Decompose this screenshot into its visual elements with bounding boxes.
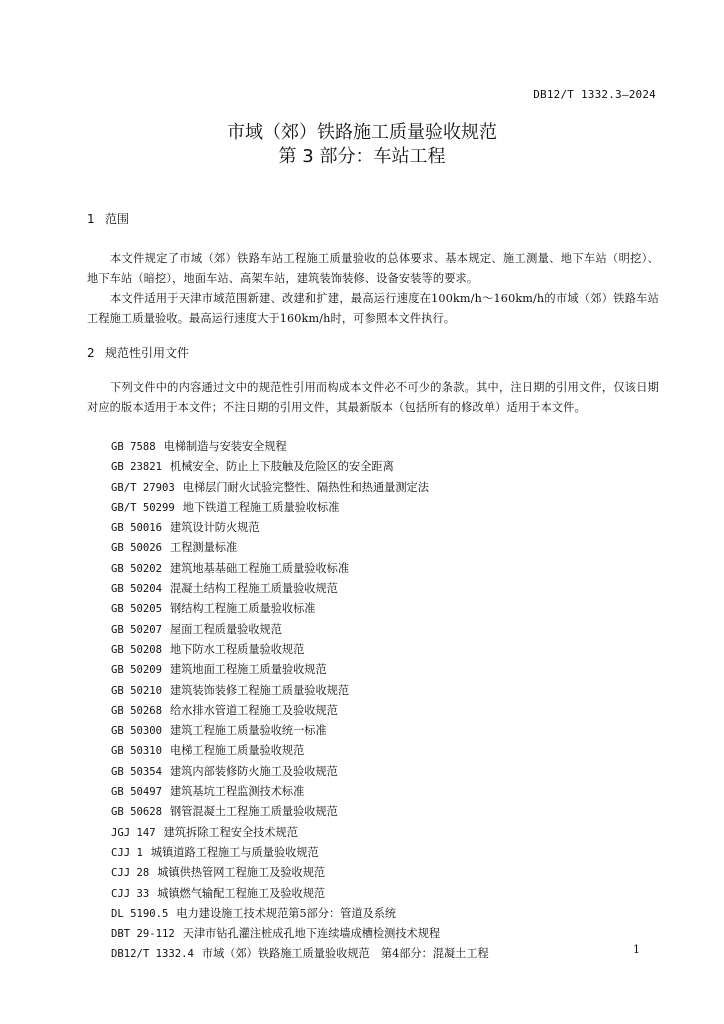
reference-code: DL 5190.5 — [111, 907, 169, 920]
reference-item — [111, 884, 489, 904]
section-number: 2 — [87, 346, 95, 360]
reference-code: GB 23821 — [111, 461, 163, 474]
reference-title: 电梯工程施工质量验收规范 — [170, 744, 305, 758]
reference-title: 城镇燃气输配工程施工及验收规范 — [157, 886, 326, 900]
reference-code: GB 50207 — [111, 623, 163, 636]
reference-title: 电力建设施工技术规范第5部分：管道及系统 — [176, 906, 397, 920]
reference-title: 工程测量标准 — [170, 541, 238, 555]
reference-title: 市域（郊）铁路施工质量验收规范 第4部分：混凝土工程 — [201, 947, 489, 961]
reference-item — [111, 741, 489, 761]
reference-code: GB 50202 — [111, 562, 163, 575]
paragraph: 本文件规定了市域（郊）铁路车站工程施工质量验收的总体要求、基本规定、施工测量、地下车站（明挖）、地下车站（暗挖），地面车站、高架车站，建筑装饰装修、设备安装等的要求。 — [87, 252, 659, 285]
reference-title: 钢结构工程施工质量验收标准 — [170, 602, 316, 616]
reference-code: CJJ 33 — [111, 887, 150, 900]
reference-title: 建筑地基基础工程施工质量验收标准 — [170, 561, 350, 575]
reference-code: GB 50354 — [111, 765, 163, 778]
reference-list — [111, 437, 489, 965]
reference-title: 屋面工程质量验收规范 — [170, 622, 282, 636]
reference-item — [111, 478, 489, 498]
reference-code: GB 50210 — [111, 684, 163, 697]
reference-title: 钢管混凝土工程施工质量验收规范 — [170, 805, 338, 819]
paragraph: 下列文件中的内容通过文中的规范性引用而构成本文件必不可少的条款。其中，注日期的引用文件，仅该日期对应的版本适用于本文件；不注日期的引用文件，其最新版本（包括所有的修改单）适用于本文件。 — [87, 381, 659, 414]
reference-item — [111, 579, 489, 599]
reference-title: 给水排水管道工程施工及验收规范 — [170, 703, 338, 717]
section-heading-normative-references — [87, 345, 189, 361]
reference-item — [111, 457, 489, 477]
reference-code: GB/T 50299 — [111, 501, 175, 514]
reference-title: 电梯层门耐火试验完整性、隔热性和热通量测定法 — [182, 480, 429, 494]
reference-code: GB 7588 — [111, 441, 156, 453]
reference-title: 建筑装饰装修工程施工质量验收规范 — [170, 683, 350, 697]
reference-item — [111, 660, 489, 680]
reference-item — [111, 518, 489, 538]
reference-item — [111, 762, 489, 782]
reference-item — [111, 944, 489, 964]
reference-item — [111, 620, 489, 640]
reference-item — [111, 559, 489, 579]
reference-code: GB 50026 — [111, 542, 163, 555]
reference-item — [111, 701, 489, 721]
document-part-title: 第 3 部分：车站工程 — [278, 146, 446, 167]
reference-code: DBT 29-112 — [111, 928, 175, 941]
page-number: 1 — [633, 943, 640, 956]
reference-title: 电梯制造与安装安全规程 — [163, 440, 287, 453]
reference-item — [111, 681, 489, 701]
reference-item — [111, 721, 489, 741]
reference-code: JGJ 147 — [111, 826, 156, 839]
reference-title: 混凝土结构工程施工质量验收规范 — [170, 582, 338, 596]
reference-code: GB 50300 — [111, 725, 163, 738]
paragraph: 本文件适用于天津市域范围新建、改建和扩建，最高运行速度在100km/h～160km/h的市域（郊）铁路车站工程施工质量验收。最高运行速度大于160km/h时，可参照本文件执行。 — [87, 292, 659, 325]
section-title: 规范性引用文件 — [105, 346, 190, 360]
reference-item — [111, 843, 489, 863]
standard-code: DB12/T 1332.3—2024 — [533, 88, 656, 101]
reference-item — [111, 863, 489, 883]
reference-title: 建筑设计防火规范 — [170, 521, 260, 535]
reference-code: GB 50497 — [111, 786, 163, 799]
section-number: 1 — [87, 212, 95, 226]
reference-code: GB 50310 — [111, 745, 163, 758]
reference-item — [111, 498, 489, 518]
reference-title: 建筑内部装修防火施工及验收规范 — [170, 764, 338, 778]
reference-item — [111, 782, 489, 802]
reference-title: 建筑拆除工程安全技术规范 — [163, 825, 298, 839]
reference-code: GB 50628 — [111, 806, 163, 819]
reference-title: 地下铁道工程施工质量验收标准 — [182, 500, 340, 514]
reference-code: GB 50204 — [111, 583, 163, 596]
document-title: 市域（郊）铁路施工质量验收规范 — [227, 122, 497, 143]
reference-code: CJJ 28 — [111, 867, 150, 880]
reference-title: 机械安全、防止上下肢触及危险区的安全距离 — [170, 460, 394, 474]
reference-title: 天津市钻孔灌注桩成孔地下连续墙成槽检测技术规程 — [182, 927, 441, 941]
reference-code: GB 50208 — [111, 643, 163, 656]
reference-item — [111, 538, 489, 558]
reference-code: GB 50209 — [111, 664, 163, 677]
reference-title: 建筑工程施工质量验收统一标准 — [170, 724, 327, 738]
reference-item — [111, 640, 489, 660]
reference-item — [111, 437, 489, 457]
reference-code: CJJ 1 — [111, 846, 143, 859]
reference-code: GB/T 27903 — [111, 481, 175, 494]
reference-title: 城镇供热管网工程施工及验收规范 — [157, 866, 326, 880]
section-heading-scope — [87, 211, 129, 227]
reference-title: 城镇道路工程施工与质量验收规范 — [150, 845, 319, 859]
reference-title: 地下防水工程质量验收规范 — [170, 642, 305, 656]
reference-item — [111, 904, 489, 924]
reference-code: GB 50205 — [111, 603, 163, 616]
reference-item — [111, 924, 489, 944]
section-title: 范围 — [105, 212, 130, 226]
reference-title: 建筑基坑工程监测技术标准 — [170, 785, 305, 799]
reference-code: GB 50016 — [111, 522, 163, 535]
reference-item — [111, 823, 489, 843]
reference-item — [111, 802, 489, 822]
reference-title: 建筑地面工程施工质量验收规范 — [170, 663, 327, 677]
reference-item — [111, 599, 489, 619]
reference-code: DB12/T 1332.4 — [111, 948, 194, 961]
reference-code: GB 50268 — [111, 704, 163, 717]
